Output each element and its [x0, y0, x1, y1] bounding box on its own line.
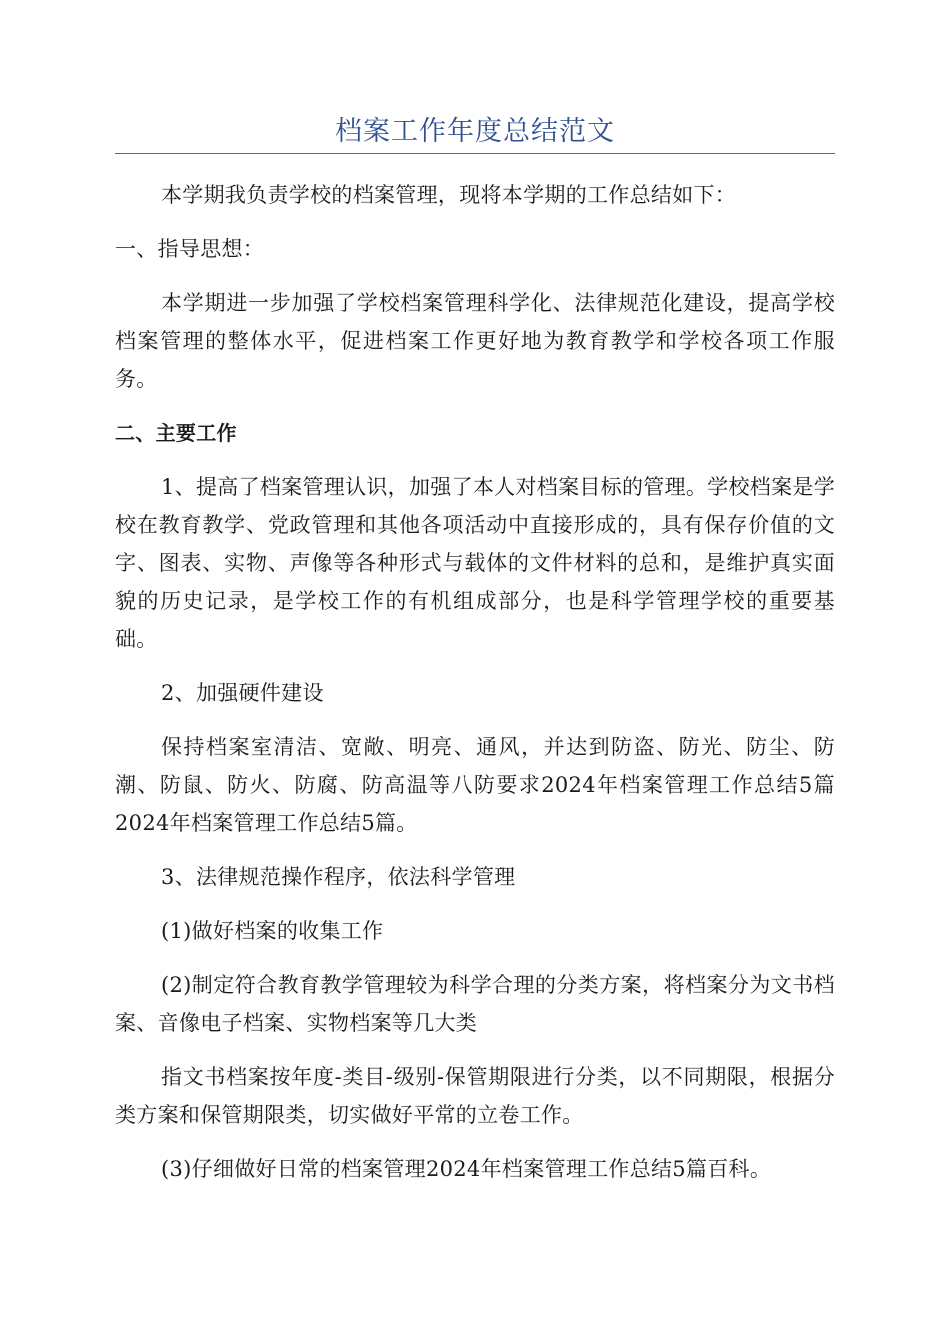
sub-item-1: (1)做好档案的收集工作: [161, 919, 384, 943]
intro-paragraph: 本学期我负责学校的档案管理，现将本学期的工作总结如下：: [161, 183, 737, 207]
hardware-paragraph: 保持档案室清洁、宽敞、明亮、通风，并达到防盗、防光、防尘、防潮、防鼠、防火、防腐、防高温等八防要求2024年档案管理工作总结5篇2024年档案管理工作总结5篇。: [115, 735, 835, 835]
document-title: 档案工作年度总结范文: [335, 116, 615, 147]
section-heading-guiding-thought: 一、指导思想：: [115, 237, 265, 261]
document-body: [115, 176, 835, 1204]
classification-paragraph: 指文书档案按年度-类目-级别-保管期限进行分类，以不同期限，根据分类方案和保管期限类，切实做好平常的立卷工作。: [115, 1065, 835, 1127]
main-work-item-3-heading: 3、法律规范操作程序，依法科学管理: [161, 865, 516, 889]
main-work-item-1: 1、提高了档案管理认识，加强了本人对档案目标的管理。学校档案是学校在教育教学、党政管理和其他各项活动中直接形成的，具有保存价值的文字、图表、实物、声像等各种形式与载体的文件材料的总和，是维护真实面貌的历史记录，是学校工作的有机组成部分，也是科学管理学校的重要基础。: [115, 475, 835, 651]
section-heading-main-work: 二、主要工作: [115, 421, 237, 445]
main-work-item-2-heading: 2、加强硬件建设: [161, 681, 324, 705]
sub-item-2: (2)制定符合教育教学管理较为科学合理的分类方案，将档案分为文书档案、音像电子档案、实物档案等几大类: [115, 973, 835, 1035]
sub-item-3: (3)仔细做好日常的档案管理2024年档案管理工作总结5篇百科。: [161, 1157, 772, 1181]
title-underline: [115, 153, 835, 154]
guiding-thought-paragraph: 本学期进一步加强了学校档案管理科学化、法律规范化建设，提高学校档案管理的整体水平，促进档案工作更好地为教育教学和学校各项工作服务。: [115, 291, 835, 391]
